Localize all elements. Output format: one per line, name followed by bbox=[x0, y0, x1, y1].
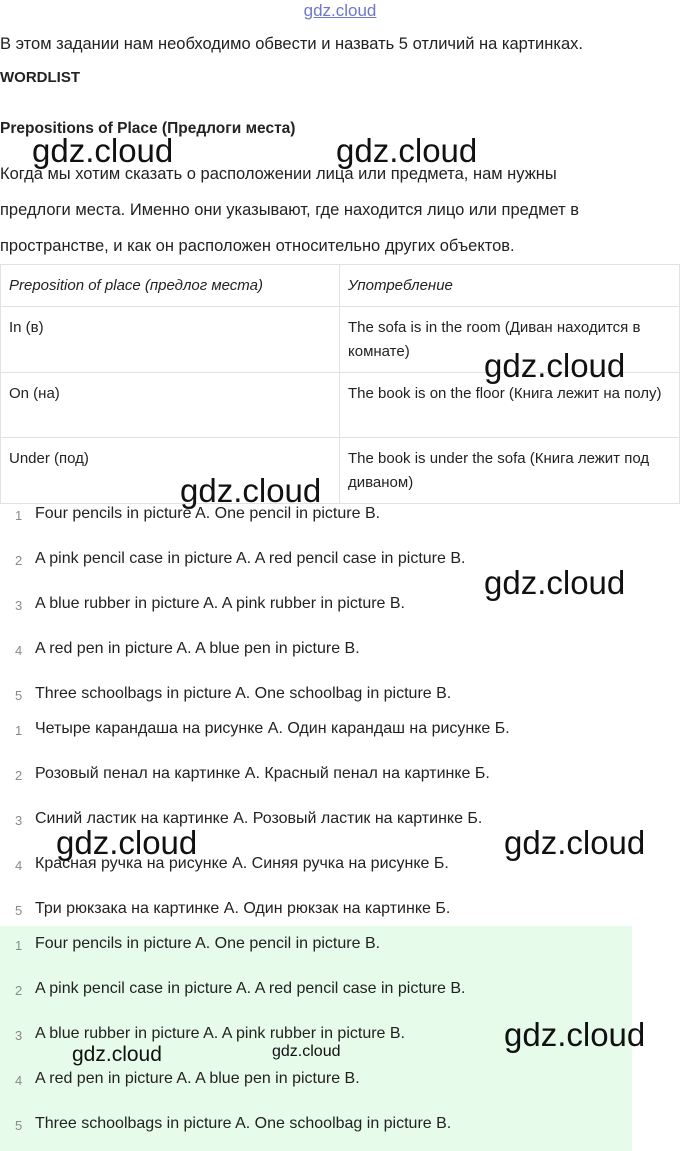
item-text: A red pen in picture A. A blue pen in picture B. bbox=[35, 640, 360, 657]
item-text: Four pencils in picture A. One pencil in picture B. bbox=[35, 935, 381, 952]
item-text: Three schoolbags in picture A. One schoolbag in picture B. bbox=[35, 685, 452, 702]
intro-text: В этом задании нам необходимо обвести и назвать 5 отличий на картинках. bbox=[0, 35, 583, 53]
table-cell: Under (под) bbox=[1, 438, 340, 504]
item-number: 3 bbox=[15, 1028, 23, 1043]
watermark: gdz.cloud bbox=[32, 132, 174, 169]
item-number: 5 bbox=[15, 688, 23, 703]
watermark: gdz.cloud bbox=[72, 1043, 162, 1066]
watermark: gdz.cloud bbox=[272, 1043, 341, 1060]
item-number: 3 bbox=[15, 813, 23, 828]
item-text: Красная ручка на рисунке А. Синяя ручка на рисунке Б. bbox=[35, 855, 449, 872]
list-item bbox=[0, 971, 632, 1016]
item-text: A blue rubber in picture A. A pink rubber in picture B. bbox=[35, 595, 405, 612]
table-cell: The book is under the sofa (Книга лежит под диваном) bbox=[340, 438, 680, 504]
item-text: Three schoolbags in picture A. One schoolbag in picture B. bbox=[35, 1115, 452, 1132]
table-header-row bbox=[1, 265, 680, 307]
watermark: gdz.cloud bbox=[504, 824, 646, 861]
list-item bbox=[0, 711, 510, 756]
column-header: Preposition of place (предлог места) bbox=[1, 265, 340, 307]
item-number: 5 bbox=[15, 903, 23, 918]
watermark: gdz.cloud bbox=[180, 472, 322, 509]
table-cell: The book is on the floor (Книга лежит на полу) bbox=[340, 373, 680, 438]
item-number: 4 bbox=[15, 1073, 23, 1088]
item-number: 1 bbox=[15, 508, 23, 523]
list-item bbox=[0, 756, 510, 801]
list-item bbox=[0, 631, 465, 676]
prepositions-table bbox=[0, 264, 680, 504]
item-number: 1 bbox=[15, 723, 23, 738]
item-text: Три рюкзака на картинке А. Один рюкзак на картинке Б. bbox=[35, 900, 451, 917]
watermark: gdz.cloud bbox=[56, 824, 198, 861]
item-number: 5 bbox=[15, 1118, 23, 1133]
paragraph-line: Когда мы хотим сказать о расположении лица или предмета, нам нужны bbox=[0, 165, 557, 183]
table-row bbox=[1, 438, 680, 504]
watermark: gdz.cloud bbox=[484, 347, 626, 384]
paragraph-line: предлоги места. Именно они указывают, где находится лицо или предмет в bbox=[0, 201, 579, 219]
table-cell: On (на) bbox=[1, 373, 340, 438]
list-item bbox=[0, 1106, 632, 1151]
item-number: 1 bbox=[15, 938, 23, 953]
item-number: 2 bbox=[15, 768, 23, 783]
watermark: gdz.cloud bbox=[484, 564, 626, 601]
list-item bbox=[0, 926, 632, 971]
item-text: A pink pencil case in picture A. A red pencil case in picture B. bbox=[35, 550, 466, 567]
item-text: A pink pencil case in picture A. A red pencil case in picture B. bbox=[35, 980, 466, 997]
answers-english-list bbox=[0, 496, 465, 721]
column-header: Употребление bbox=[340, 265, 680, 307]
wordlist-heading: WORDLIST bbox=[0, 69, 80, 86]
item-number: 4 bbox=[15, 858, 23, 873]
item-text: Розовый пенал на картинке А. Красный пенал на картинке Б. bbox=[35, 765, 490, 782]
item-text: A red pen in picture A. A blue pen in picture B. bbox=[35, 1070, 360, 1087]
item-text: Four pencils in picture A. One pencil in picture B. bbox=[35, 505, 381, 522]
list-item bbox=[0, 1061, 632, 1106]
section-heading: Prepositions of Place (Предлоги места) bbox=[0, 120, 296, 137]
item-number: 4 bbox=[15, 643, 23, 658]
section-paragraph bbox=[0, 156, 670, 264]
table-cell: The sofa is in the room (Диван находится в комнате) bbox=[340, 307, 680, 373]
site-link[interactable]: gdz.cloud bbox=[303, 1, 377, 20]
item-number: 3 bbox=[15, 598, 23, 613]
watermark: gdz.cloud bbox=[504, 1016, 646, 1053]
list-item bbox=[0, 541, 465, 586]
watermark: gdz.cloud bbox=[336, 132, 478, 169]
item-number: 2 bbox=[15, 983, 23, 998]
paragraph-line: пространстве, и как он расположен относительно других объектов. bbox=[0, 237, 515, 255]
item-text: A blue rubber in picture A. A pink rubber in picture B. bbox=[35, 1025, 405, 1042]
item-number: 2 bbox=[15, 553, 23, 568]
item-text: Четыре карандаша на рисунке А. Один карандаш на рисунке Б. bbox=[35, 720, 510, 737]
list-item bbox=[0, 586, 465, 631]
table-cell: In (в) bbox=[1, 307, 340, 373]
item-text: Синий ластик на картинке А. Розовый ластик на картинке Б. bbox=[35, 810, 483, 827]
